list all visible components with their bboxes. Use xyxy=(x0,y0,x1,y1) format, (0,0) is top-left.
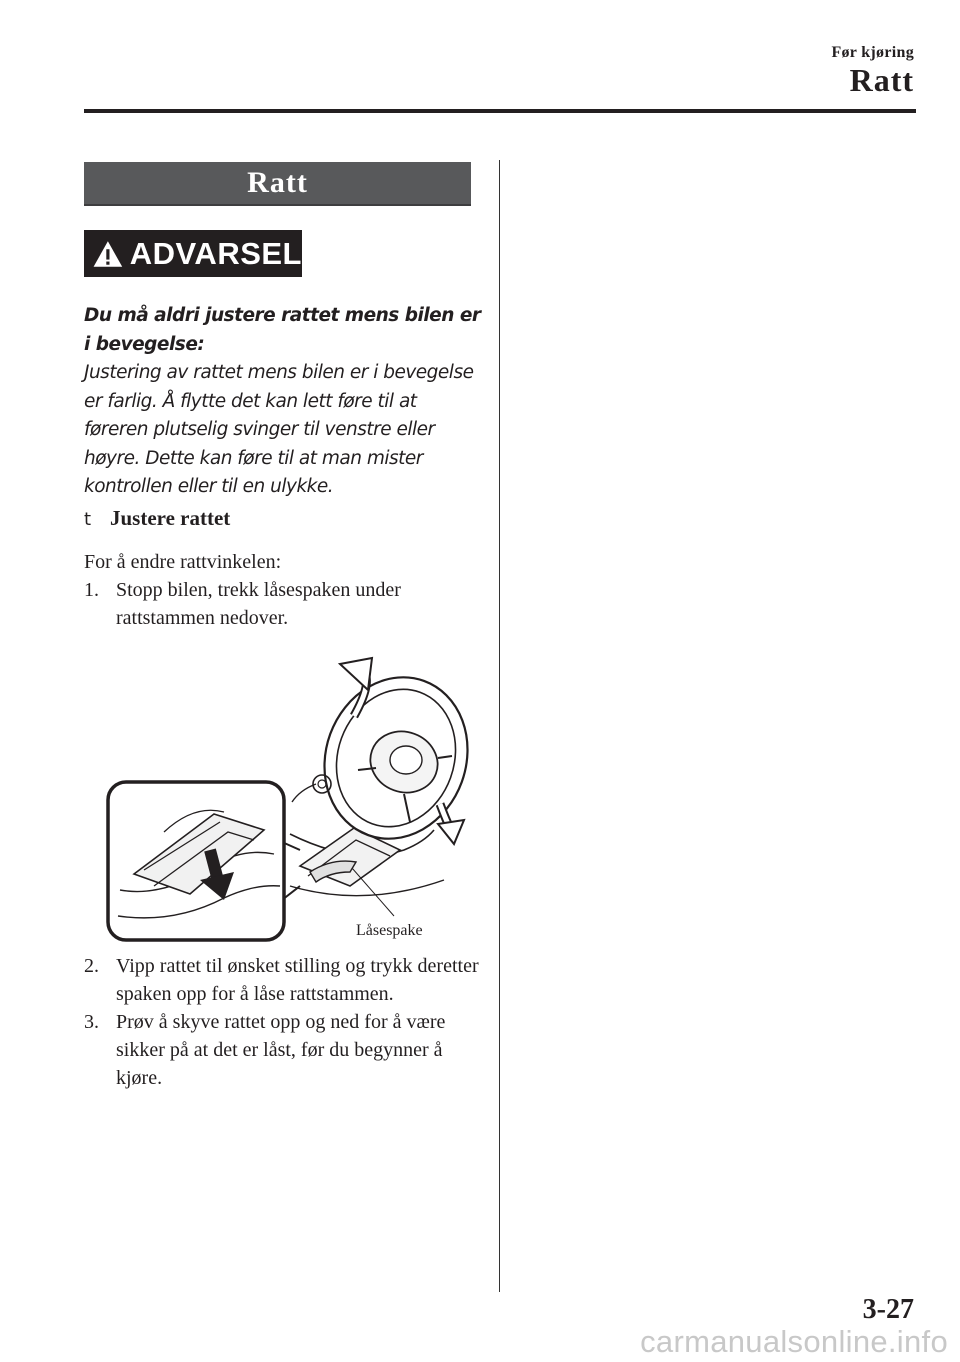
warning-heading: Du må aldri justere rattet mens bilen er i bevegelse: xyxy=(84,305,481,355)
step-text: Stopp bilen, trekk låsespaken under rattstammen nedover. xyxy=(116,579,401,629)
warning-triangle-icon xyxy=(92,236,124,272)
step-text: Prøv å skyve rattet opp og ned for å være sikker på at det er låst, før du begynner å kjøre. xyxy=(116,1011,446,1089)
watermark[interactable]: carmanualsonline.info xyxy=(640,1324,948,1359)
intro-text: For å endre rattvinkelen: xyxy=(84,551,282,573)
step-text: Vipp rattet til ønsket stilling og trykk deretter spaken opp for å låse rattstammen. xyxy=(116,955,479,1005)
step-3 xyxy=(84,1008,484,1092)
warning-badge xyxy=(84,230,302,277)
step-number: 1. xyxy=(84,579,99,601)
page-number: 3-27 xyxy=(862,1294,914,1325)
column-divider xyxy=(499,160,500,1292)
header-rule xyxy=(84,109,916,113)
intro-paragraph xyxy=(84,548,484,632)
warning-label: ADVARSEL xyxy=(129,235,302,271)
step-number: 3. xyxy=(84,1011,99,1033)
subsection-heading xyxy=(84,506,484,531)
bullet-icon: t xyxy=(84,509,92,530)
step-2 xyxy=(84,952,484,1008)
section-banner: Ratt xyxy=(84,162,471,206)
figure-label: Låsespake xyxy=(356,922,423,939)
header-chapter: Før kjøring xyxy=(831,44,914,61)
header-title: Ratt xyxy=(849,62,914,98)
subsection-title: Justere rattet xyxy=(110,506,231,530)
step-1 xyxy=(84,576,484,632)
warning-body: Justering av rattet mens bilen er i bevegelse er farlig. Å flytte det kan lett føre til at føreren plutselig svinger til venstre eller høyre. Dette kan føre til at man mister kontrollen eller til en ulykke. xyxy=(84,362,474,497)
warning-text xyxy=(84,302,484,502)
steps-list xyxy=(84,952,484,1092)
step-number: 2. xyxy=(84,955,99,977)
steering-wheel-illustration xyxy=(104,654,474,950)
